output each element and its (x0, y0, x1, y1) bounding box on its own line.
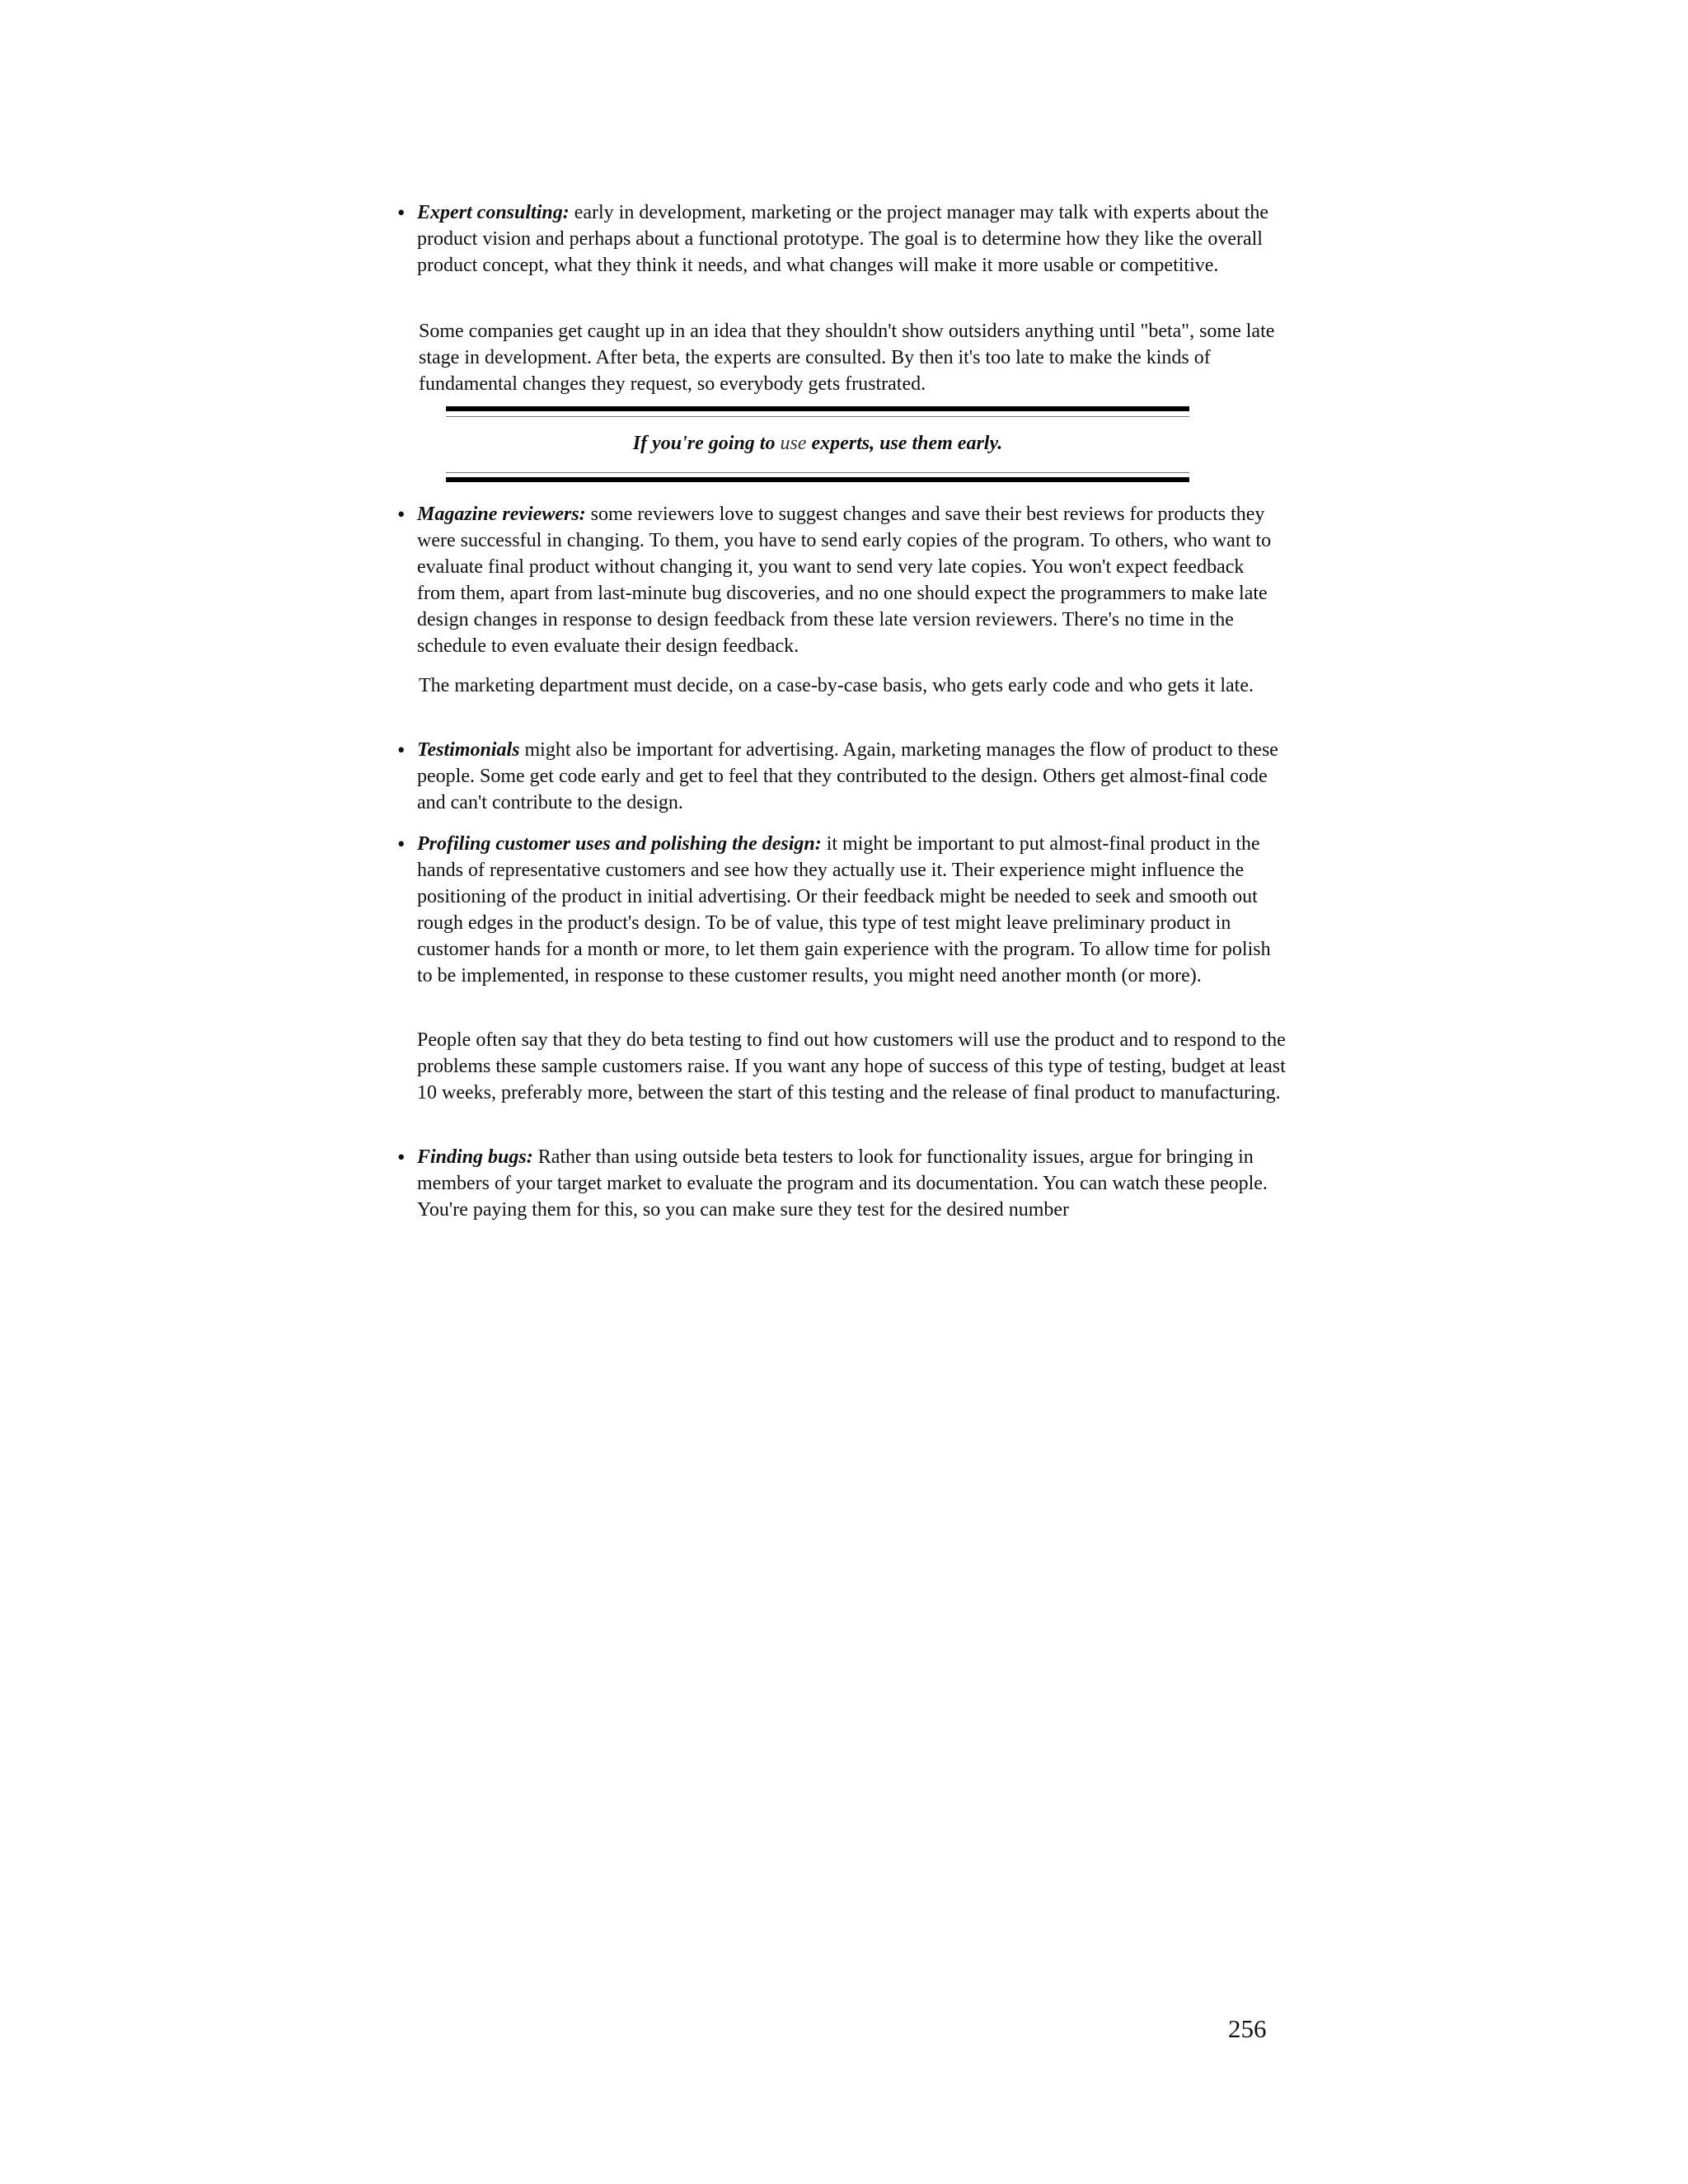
list-item-text (417, 831, 1282, 989)
list-item-term: Expert consulting: (417, 202, 570, 223)
callout-part-2: use (780, 433, 807, 454)
paragraph: Some companies get caught up in an idea that they shouldn't show outsiders anything until "beta", some late stage in development. After beta, the experts are consulted. By then it's too late to make the kinds of fundamental changes they request, so everybody gets frustrated. (419, 321, 1275, 395)
bullet-marker: • (397, 200, 406, 225)
list-item-text (417, 199, 1282, 279)
list-item-term: Finding bugs: (417, 1146, 533, 1168)
list-item-text (417, 501, 1282, 659)
list-item-body: Rather than using outside beta testers to look for functionality issues, argue for bringing in members of your target market to evaluate the program and its documentation. You can watch these people. You're paying them for this, so you can make sure they test for the desired number (417, 1146, 1268, 1221)
list-item-term: Testimonials (417, 739, 520, 761)
list-item-text (417, 1144, 1282, 1223)
list-item-body: some reviewers love to suggest changes and save their best reviews for products they were successful in changing. To them, you have to send early copies of the program. To others, who want to evaluate final product without changing it, you want to send very late copies. You won't expect feedback from them, apart from last-minute bug discoveries, and no one should expect the programmers to make late design changes in response to design feedback from these late version reviewers. There's no time in the schedule to even evaluate their design feedback. (417, 504, 1272, 657)
bullet-marker: • (397, 1145, 406, 1169)
list-item-body: it might be important to put almost-final product in the hands of representative customers and see how they actually use it. Their experience might influence the positioning of the product in initial advertising. Or their feedback might be needed to seek and smooth out rough edges in the product's design. To be of value, this type of test might leave preliminary product in customer hands for a month or more, to let them gain experience with the program. To allow time for polish to be implemented, in response to these customer results, you might need another month (or more). (417, 833, 1271, 987)
callout-rule-top-thin (446, 416, 1189, 417)
bullet-marker: • (397, 502, 406, 527)
bullet-marker: • (397, 832, 406, 856)
callout (446, 430, 1189, 457)
list-item-body: might also be important for advertising. Again, marketing manages the flow of product to these people. Some get code early and get to feel that they contributed to the design. Others get almost-final code and can't contribute to the design. (417, 739, 1278, 813)
callout-rule-top (446, 406, 1189, 411)
callout-part-1: If you're going to (632, 433, 776, 454)
bullet-marker: • (397, 738, 406, 762)
paragraph: The marketing department must decide, on a case-by-case basis, who gets early code and who gets it late. (419, 675, 1254, 696)
callout-rule-bottom-thin (446, 472, 1189, 473)
page-number: 256 (1228, 2014, 1267, 2043)
callout-rule-bottom (446, 477, 1189, 482)
list-item-term: Magazine reviewers: (417, 504, 586, 525)
list-item-body: early in development, marketing or the project manager may talk with experts about the product vision and perhaps about a functional prototype. The goal is to determine how they like the overall product concept, what they think it needs, and what changes will make it more usable or competitive. (417, 202, 1269, 276)
list-item-text (417, 737, 1282, 816)
callout-part-3: experts, use them early. (811, 433, 1003, 454)
paragraph: People often say that they do beta testing to find out how customers will use the product and to respond to the problems these sample customers raise. If you want any hope of success of this type of testing, budget at least 10 weeks, preferably more, between the start of this testing and the release of final product to manufacturing. (417, 1029, 1286, 1104)
list-item-term: Profiling customer uses and polishing the design: (417, 833, 822, 855)
